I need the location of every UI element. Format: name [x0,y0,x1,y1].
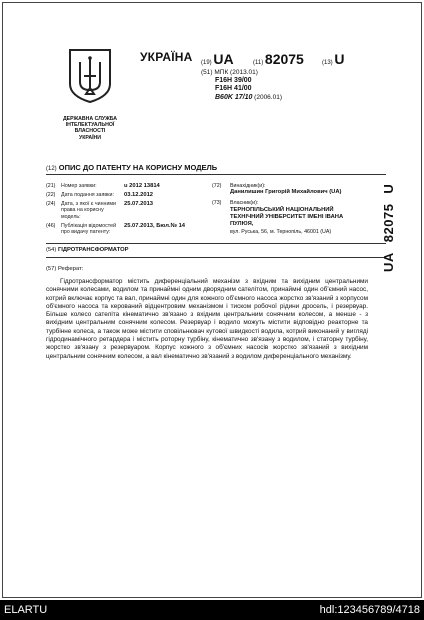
inid-code: (19) [201,60,212,66]
divider [46,257,386,258]
biblio-value: u 2012 13814 [124,183,160,189]
abstract-text: Гідротрансформатор містить диференціальний механізм з вхідним та вихідним центральними сонячними колесами, водилом та принаймні одним дворядним сателітом, принаймні один об'ємний насос, котрий включає корпус та вал, принаймні один для кожного об'ємного насоса жорстко зв'язаний з корпусом об'ємного насоса та керований відцентровим механізмом і тиском робочої рідини дросель, і резервуар. Більше колесо сателіта кінематично зв'язано з вхідним центральним сонячним колесом, а менше - з вихідним центральним сонячним колесом. Резервуар і водило можуть містити відповідно реакторне та турбінне колеса, а також може містити сповільнювач кутової швидкості водила, котрий виконаний у вигляді гідродинамічного ретардера і містить роторну турбіну, кінематично зв'язану з водилом, і статорну турбіну, жорстко зв'язану з резервуаром. Корпус кожного з об'ємних насосів жорстко зв'язаний з вихідним центральним сонячним колесом, а вал кінематично зв'язаний з водилом диференціального механізму. [46,278,368,360]
ipc-year: (2006.01) [254,93,282,101]
abstract-heading [46,266,83,272]
side-country-code: UA [381,252,396,272]
abstract-label: Реферат: [57,266,84,272]
biblio-label: Публікація відомостей про видачу патенту: [61,223,117,236]
inventor-label: Винахідник(и): [230,183,266,189]
document-title-text: ОПИС ДО ПАТЕНТУ НА КОРИСНУ МОДЕЛЬ [58,163,218,172]
inid-code: (54) [46,247,57,253]
inid-code: (73) [212,200,222,206]
patent-number-block [253,51,304,67]
repository-name: ELARTU [4,604,48,616]
invention-title-text: ГІДРОТРАНСФОРМАТОР [57,247,129,253]
ipc-class: B60K 17/10 [215,93,253,101]
inventor-name: Данилишин Григорій Михайлович (UA) [230,189,342,195]
trident-emblem-icon [68,48,112,104]
biblio-left [46,183,206,243]
country-code-block [201,51,234,67]
inid-code: (46) [46,223,56,229]
agency-line: ВЛАСНОСТІ [74,128,106,135]
agency-line: ІНТЕЛЕКТУАЛЬНОЇ [65,122,115,129]
document-title [46,163,217,172]
footer-bar [0,600,424,620]
agency-line: УКРАЇНИ [78,134,102,141]
ipc-class: F16H 39/00 [215,77,252,85]
patent-number: 82075 [264,51,304,67]
owner-address: вул. Руська, 56, м. Тернопіль, 46001 (UA) [230,229,332,235]
inid-code: (24) [46,201,56,207]
biblio-value: 25.07.2013 [124,201,154,207]
country-code: UA [213,51,234,67]
country-name: УКРАЇНА [140,50,193,64]
kind-code: U [334,51,345,67]
divider [46,243,386,244]
ipc-classification [201,69,282,102]
ipc-class: F16H 41/00 [215,85,252,93]
side-patent-number [381,174,396,272]
biblio-label: Дата, з якої є чинними права на корисну модель: [61,201,117,220]
owner-name: ПУЛЮЯ, [230,221,254,227]
biblio-label: Номер заявки: [61,183,97,189]
biblio-value: 25.07.2013, Бюл.№ 14 [124,223,186,229]
inid-code: (51) [201,69,213,76]
side-kind-code: U [381,183,396,194]
owner-label: Власник(и): [230,200,259,206]
owner-name: ТЕХНІЧНИЙ УНІВЕРСИТЕТ ІМЕНІ ІВАНА [230,214,344,220]
biblio-label: Дата подання заявки: [61,192,114,198]
inid-code: (22) [46,192,56,198]
biblio-value: 03.12.2012 [124,192,154,198]
agency-name [30,116,150,141]
handle-id: hdl:123456789/4718 [319,604,420,616]
inid-code: (57) [46,266,57,272]
ipc-label: МПК (2013.01) [214,69,258,76]
inid-code: (11) [253,60,264,66]
inid-code: (21) [46,183,56,189]
owner-name: ТЕРНОПІЛЬСЬКИЙ НАЦІОНАЛЬНИЙ [230,207,334,213]
agency-line: ДЕРЖАВНА СЛУЖБА [62,116,118,122]
inid-code: (13) [322,60,333,66]
divider [46,174,386,175]
inid-code: (12) [46,166,57,172]
side-number: 82075 [381,203,396,243]
inid-code: (72) [212,183,222,189]
invention-title [46,247,128,253]
kind-code-block [322,51,344,67]
